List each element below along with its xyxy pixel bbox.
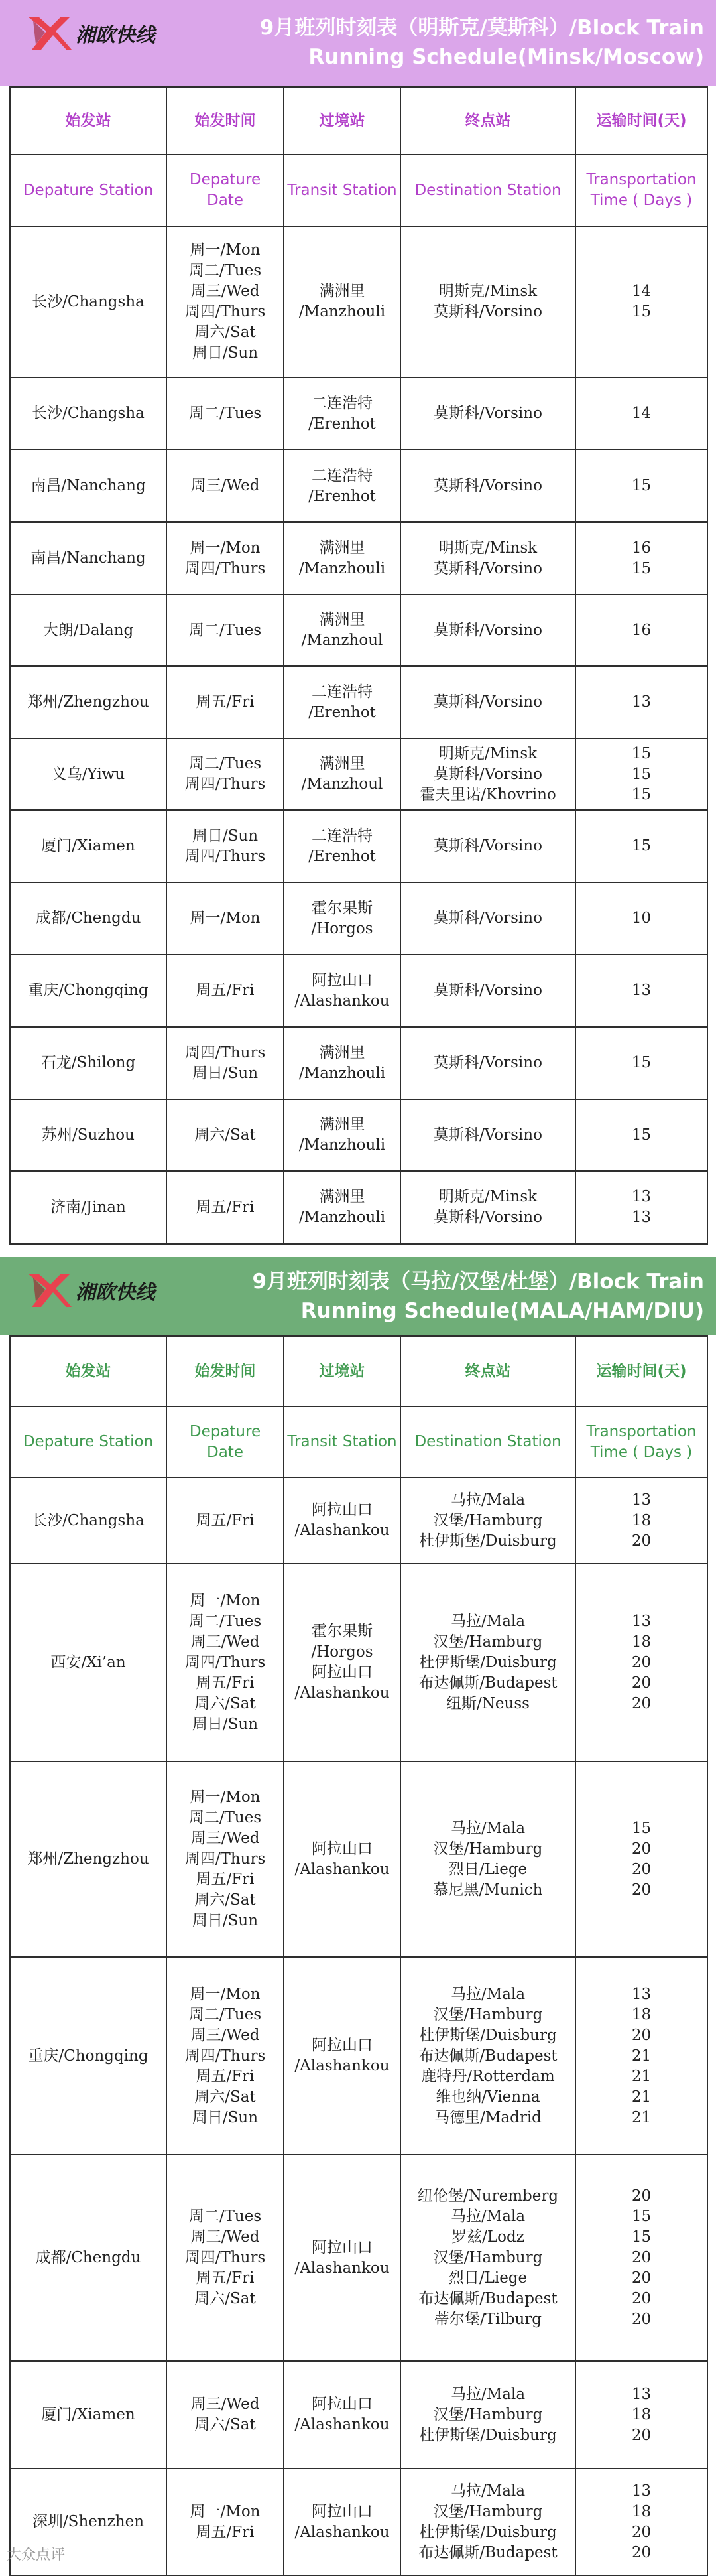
- departure-date-cell: 周五/Fri: [166, 666, 284, 738]
- destination-cell: 莫斯科/Vorsino: [400, 450, 575, 522]
- departure-station-cell: 厦门/Xiamen: [10, 2361, 166, 2469]
- transit-station-cell: 阿拉山口 /Alashankou: [284, 2361, 400, 2469]
- header-row-cn: [10, 87, 707, 155]
- departure-station-cell: 长沙/Changsha: [10, 377, 166, 450]
- transport-time-cell: 13 18 20: [575, 2361, 707, 2469]
- departure-station-cell: 深圳/Shenzhen: [10, 2469, 166, 2575]
- transit-station-cell: 满洲里 /Manzhoul: [284, 594, 400, 666]
- header-cell: Destination Station: [400, 1406, 575, 1477]
- schedule-table-mala-ham-diu: [9, 1335, 708, 2576]
- logo-text: 湘欧快线: [76, 24, 155, 47]
- header-cell: 始发站: [10, 87, 166, 155]
- header-cell: Destination Station: [400, 155, 575, 226]
- departure-date-cell: 周一/Mon 周二/Tues 周三/Wed 周四/Thurs 周六/Sat 周日/Sun: [166, 226, 284, 377]
- transit-station-cell: 霍尔果斯 /Horgos: [284, 882, 400, 955]
- transport-time-cell: 13 18 20 20 20: [575, 1564, 707, 1761]
- header-cell: Depature Date: [166, 1406, 284, 1477]
- table-row: [10, 450, 707, 522]
- departure-date-cell: 周一/Mon 周二/Tues 周三/Wed 周四/Thurs 周五/Fri 周六/Sat 周日/Sun: [166, 1761, 284, 1957]
- departure-date-cell: 周二/Tues: [166, 594, 284, 666]
- destination-cell: 明斯克/Minsk 莫斯科/Vorsino: [400, 522, 575, 594]
- departure-date-cell: 周五/Fri: [166, 1477, 284, 1564]
- section2-title: 9月班列时刻表（马拉/汉堡/杜堡）/Block Train Running Schedule(MALA/HAM/DIU): [252, 1270, 704, 1323]
- table-row: [10, 738, 707, 810]
- header-cell: 终点站: [400, 87, 575, 155]
- departure-date-cell: 周四/Thurs 周日/Sun: [166, 1027, 284, 1099]
- departure-date-cell: 周五/Fri: [166, 1171, 284, 1244]
- table-row: [10, 522, 707, 594]
- transport-time-cell: 15: [575, 1099, 707, 1171]
- departure-date-cell: 周五/Fri: [166, 955, 284, 1027]
- table-row: [10, 1171, 707, 1244]
- table-row: [10, 1957, 707, 2155]
- table-row: [10, 1099, 707, 1171]
- transport-time-cell: 15 20 20 20: [575, 1761, 707, 1957]
- departure-station-cell: 成都/Chengdu: [10, 2155, 166, 2361]
- transit-station-cell: 阿拉山口 /Alashankou: [284, 1761, 400, 1957]
- departure-station-cell: 石龙/Shilong: [10, 1027, 166, 1099]
- transport-time-cell: 13 18 20 21 21 21 21: [575, 1957, 707, 2155]
- header-row-en: [10, 155, 707, 226]
- transit-station-cell: 阿拉山口 /Alashankou: [284, 1477, 400, 1564]
- section1-header: [0, 0, 716, 86]
- departure-date-cell: 周二/Tues 周三/Wed 周四/Thurs 周五/Fri 周六/Sat: [166, 2155, 284, 2361]
- departure-station-cell: 郑州/Zhengzhou: [10, 666, 166, 738]
- transit-station-cell: 满洲里 /Manzhoul: [284, 738, 400, 810]
- table-row: [10, 1761, 707, 1957]
- transport-time-cell: 15: [575, 450, 707, 522]
- departure-station-cell: 济南/Jinan: [10, 1171, 166, 1244]
- departure-station-cell: 西安/Xi’an: [10, 1564, 166, 1761]
- transit-station-cell: 霍尔果斯 /Horgos 阿拉山口 /Alashankou: [284, 1564, 400, 1761]
- departure-station-cell: 厦门/Xiamen: [10, 810, 166, 882]
- transit-station-cell: 阿拉山口 /Alashankou: [284, 2155, 400, 2361]
- transit-station-cell: 满洲里 /Manzhouli: [284, 226, 400, 377]
- destination-cell: 马拉/Mala 汉堡/Hamburg 杜伊斯堡/Duisburg 布达佩斯/Budapest 纽斯/Neuss: [400, 1564, 575, 1761]
- header-cell: 运输时间(天): [575, 1336, 707, 1406]
- destination-cell: 莫斯科/Vorsino: [400, 810, 575, 882]
- transport-time-cell: 16 15: [575, 522, 707, 594]
- logo-text: 湘欧快线: [76, 1281, 155, 1304]
- logo-icon: [27, 1271, 73, 1310]
- section1-title: 9月班列时刻表（明斯克/莫斯科）/Block Train Running Schedule(Minsk/Moscow): [259, 16, 704, 69]
- transport-time-cell: 13: [575, 955, 707, 1027]
- table-row: [10, 2469, 707, 2575]
- destination-cell: 马拉/Mala 汉堡/Hamburg 杜伊斯堡/Duisburg 布达佩斯/Budapest: [400, 2469, 575, 2575]
- destination-cell: 莫斯科/Vorsino: [400, 882, 575, 955]
- header-cell: 运输时间(天): [575, 87, 707, 155]
- table-row: [10, 810, 707, 882]
- departure-station-cell: 重庆/Chongqing: [10, 955, 166, 1027]
- departure-date-cell: 周一/Mon 周二/Tues 周三/Wed 周四/Thurs 周五/Fri 周六/Sat 周日/Sun: [166, 1564, 284, 1761]
- destination-cell: 马拉/Mala 汉堡/Hamburg 杜伊斯堡/Duisburg: [400, 1477, 575, 1564]
- header-cell: Transportation Time ( Days ): [575, 155, 707, 226]
- transit-station-cell: 二连浩特 /Erenhot: [284, 810, 400, 882]
- table-row: [10, 882, 707, 955]
- departure-date-cell: 周一/Mon 周二/Tues 周三/Wed 周四/Thurs 周五/Fri 周六/Sat 周日/Sun: [166, 1957, 284, 2155]
- transport-time-cell: 15: [575, 810, 707, 882]
- header-cell: Depature Date: [166, 155, 284, 226]
- destination-cell: 明斯克/Minsk 莫斯科/Vorsino 霍夫里诺/Khovrino: [400, 738, 575, 810]
- transport-time-cell: 20 15 15 20 20 20 20: [575, 2155, 707, 2361]
- transport-time-cell: 15: [575, 1027, 707, 1099]
- transit-station-cell: 二连浩特 /Erenhot: [284, 450, 400, 522]
- departure-station-cell: 长沙/Changsha: [10, 226, 166, 377]
- transport-time-cell: 14 15: [575, 226, 707, 377]
- departure-date-cell: 周三/Wed: [166, 450, 284, 522]
- header-row-en: [10, 1406, 707, 1477]
- destination-cell: 莫斯科/Vorsino: [400, 1099, 575, 1171]
- departure-date-cell: 周三/Wed 周六/Sat: [166, 2361, 284, 2469]
- departure-date-cell: 周二/Tues: [166, 377, 284, 450]
- departure-station-cell: 南昌/Nanchang: [10, 522, 166, 594]
- transport-time-cell: 13 18 20 20: [575, 2469, 707, 2575]
- departure-date-cell: 周二/Tues 周四/Thurs: [166, 738, 284, 810]
- header-cell: 始发站: [10, 1336, 166, 1406]
- departure-station-cell: 成都/Chengdu: [10, 882, 166, 955]
- departure-station-cell: 苏州/Suzhou: [10, 1099, 166, 1171]
- transit-station-cell: 阿拉山口 /Alashankou: [284, 1957, 400, 2155]
- table-row: [10, 2361, 707, 2469]
- departure-station-cell: 重庆/Chongqing: [10, 1957, 166, 2155]
- logo-icon: [27, 14, 73, 52]
- departure-station-cell: 南昌/Nanchang: [10, 450, 166, 522]
- table-row: [10, 1027, 707, 1099]
- destination-cell: 明斯克/Minsk 莫斯科/Vorsino: [400, 1171, 575, 1244]
- transit-station-cell: 满洲里 /Manzhouli: [284, 1099, 400, 1171]
- brand-logo: [27, 1270, 166, 1310]
- transit-station-cell: 二连浩特 /Erenhot: [284, 377, 400, 450]
- transport-time-cell: 15 15 15: [575, 738, 707, 810]
- brand-logo: [27, 13, 166, 53]
- table-row: [10, 226, 707, 377]
- transport-time-cell: 14: [575, 377, 707, 450]
- destination-cell: 明斯克/Minsk 莫斯科/Vorsino: [400, 226, 575, 377]
- destination-cell: 莫斯科/Vorsino: [400, 377, 575, 450]
- departure-station-cell: 郑州/Zhengzhou: [10, 1761, 166, 1957]
- header-cell: 过境站: [284, 1336, 400, 1406]
- departure-station-cell: 长沙/Changsha: [10, 1477, 166, 1564]
- table-row: [10, 377, 707, 450]
- table-row: [10, 666, 707, 738]
- transport-time-cell: 13 18 20: [575, 1477, 707, 1564]
- table-row: [10, 2155, 707, 2361]
- departure-date-cell: 周一/Mon 周五/Fri: [166, 2469, 284, 2575]
- watermark: 大众点评: [7, 2547, 66, 2563]
- destination-cell: 莫斯科/Vorsino: [400, 666, 575, 738]
- transport-time-cell: 10: [575, 882, 707, 955]
- departure-station-cell: 大朗/Dalang: [10, 594, 166, 666]
- transit-station-cell: 满洲里 /Manzhouli: [284, 522, 400, 594]
- header-cell: Depature Station: [10, 1406, 166, 1477]
- destination-cell: 莫斯科/Vorsino: [400, 955, 575, 1027]
- table-row: [10, 594, 707, 666]
- departure-date-cell: 周六/Sat: [166, 1099, 284, 1171]
- transit-station-cell: 阿拉山口 /Alashankou: [284, 955, 400, 1027]
- departure-date-cell: 周日/Sun 周四/Thurs: [166, 810, 284, 882]
- destination-cell: 纽伦堡/Nuremberg 马拉/Mala 罗兹/Lodz 汉堡/Hamburg 烈日/Liege 布达佩斯/Budapest 蒂尔堡/Tilburg: [400, 2155, 575, 2361]
- departure-station-cell: 义乌/Yiwu: [10, 738, 166, 810]
- table-row: [10, 1477, 707, 1564]
- transport-time-cell: 16: [575, 594, 707, 666]
- header-cell: 始发时间: [166, 87, 284, 155]
- header-row-cn: [10, 1336, 707, 1406]
- transit-station-cell: 二连浩特 /Erenhot: [284, 666, 400, 738]
- table-row: [10, 955, 707, 1027]
- header-cell: 始发时间: [166, 1336, 284, 1406]
- table-row: [10, 1564, 707, 1761]
- schedule-table-minsk-moscow: [9, 86, 708, 1245]
- section2-header: [0, 1257, 716, 1335]
- destination-cell: 莫斯科/Vorsino: [400, 594, 575, 666]
- header-cell: Transportation Time ( Days ): [575, 1406, 707, 1477]
- departure-date-cell: 周一/Mon 周四/Thurs: [166, 522, 284, 594]
- header-cell: 终点站: [400, 1336, 575, 1406]
- destination-cell: 马拉/Mala 汉堡/Hamburg 杜伊斯堡/Duisburg: [400, 2361, 575, 2469]
- departure-date-cell: 周一/Mon: [166, 882, 284, 955]
- destination-cell: 马拉/Mala 汉堡/Hamburg 烈日/Liege 慕尼黑/Munich: [400, 1761, 575, 1957]
- header-cell: 过境站: [284, 87, 400, 155]
- transit-station-cell: 满洲里 /Manzhouli: [284, 1027, 400, 1099]
- header-cell: Depature Station: [10, 155, 166, 226]
- transit-station-cell: 阿拉山口 /Alashankou: [284, 2469, 400, 2575]
- destination-cell: 莫斯科/Vorsino: [400, 1027, 575, 1099]
- header-cell: Transit Station: [284, 155, 400, 226]
- destination-cell: 马拉/Mala 汉堡/Hamburg 杜伊斯堡/Duisburg 布达佩斯/Budapest 鹿特丹/Rotterdam 维也纳/Vienna 马德里/Madrid: [400, 1957, 575, 2155]
- transport-time-cell: 13 13: [575, 1171, 707, 1244]
- transit-station-cell: 满洲里 /Manzhouli: [284, 1171, 400, 1244]
- transport-time-cell: 13: [575, 666, 707, 738]
- header-cell: Transit Station: [284, 1406, 400, 1477]
